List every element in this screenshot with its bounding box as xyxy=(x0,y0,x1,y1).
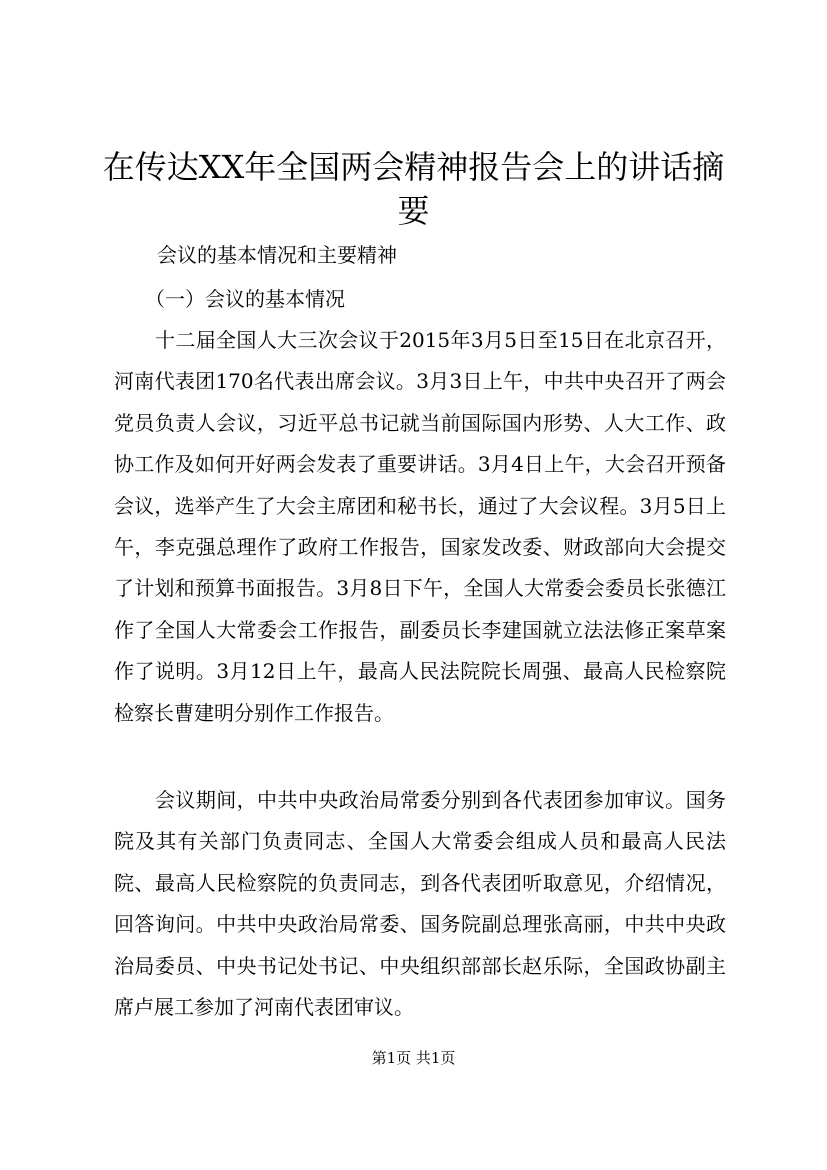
body-paragraph: 十二届全国人大三次会议于2015年3月5日至15日在北京召开，河南代表团170名代表出席会议。3月3日上午，中共中央召开了两会党员负责人会议，习近平总书记就当前国际国内形势、人大工作、政协工作及如何开好两会发表了重要讲话。3月4日上午，大会召开预备会议，选举产生了大会主席团和秘书长，通过了大会议程。3月5日上午，李克强总理作了政府工作报告，国家发改委、财政部向大会提交了计划和预算书面报告。3月8日下午，全国人大常委会委员长张德江作了全国人大常委会工作报告，副委员长李建国就立法法修正案草案作了说明。3月12日上午，最高人民法院院长周强、最高人民检察院检察长曹建明分别作工作报告。 xyxy=(114,328,726,725)
subsection-heading: （一）会议的基本情况 xyxy=(145,287,345,311)
page-footer: 第1页 共1页 xyxy=(371,1049,456,1067)
document-title: 在传达XX年全国两会精神报告会上的讲话摘要 xyxy=(102,148,725,230)
body-paragraph: 会议期间，中共中央政治局常委分别到各代表团参加审议。国务院及其有关部门负责同志、全国人大常委会组成人员和最高人民法院、最高人民检察院的负责同志，到各代表团听取意见，介绍情况，回答询问。中共中央政治局常委、国务院副总理张高丽，中共中央政治局委员、中央书记处书记、中央组织部部长赵乐际，全国政协副主席卢展工参加了河南代表团审议。 xyxy=(114,788,726,1020)
section-heading: 会议的基本情况和主要精神 xyxy=(157,243,397,267)
